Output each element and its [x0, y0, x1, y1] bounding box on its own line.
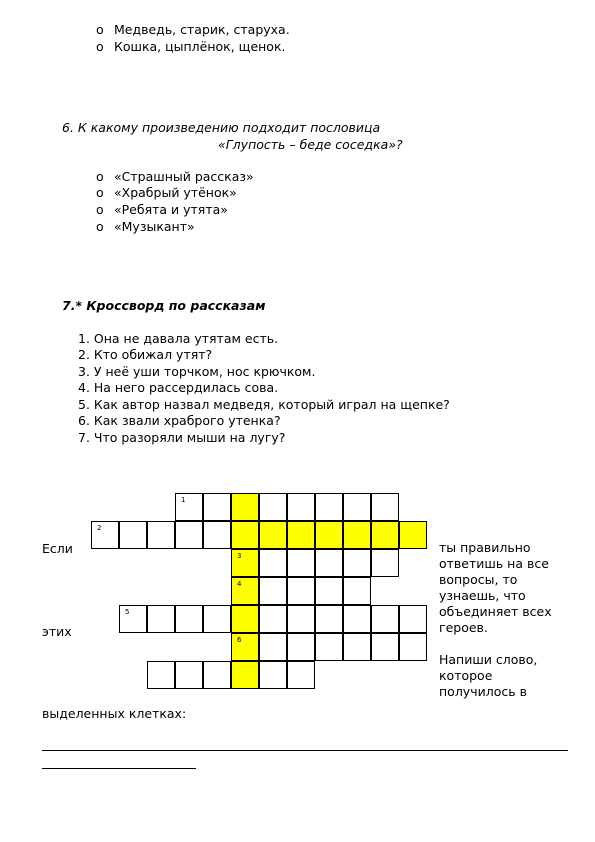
- crossword-cell[interactable]: [371, 493, 399, 521]
- list-item: [96, 22, 290, 38]
- question-6-proverb: «Глупость – беде соседка»?: [218, 137, 403, 152]
- crossword-cell[interactable]: [287, 633, 315, 661]
- crossword-clue-number: 4: [237, 580, 242, 588]
- crossword-cell[interactable]: [287, 605, 315, 633]
- instruction-bottom-text: выделенных клетках:: [42, 706, 187, 721]
- crossword-cell[interactable]: [343, 549, 371, 577]
- answer-line[interactable]: [42, 750, 568, 751]
- crossword-cell[interactable]: [175, 493, 203, 521]
- crossword-clue-number: 3: [237, 552, 242, 560]
- crossword-cell-highlighted[interactable]: [371, 521, 399, 549]
- bullet-mark: o: [96, 39, 104, 54]
- crossword-cell-highlighted[interactable]: [231, 577, 259, 605]
- crossword-cell[interactable]: [371, 605, 399, 633]
- crossword-clue-number: 1: [181, 496, 186, 504]
- crossword-cell[interactable]: [203, 521, 231, 549]
- crossword-cell[interactable]: [287, 661, 315, 689]
- option-text: Кошка, цыплёнок, щенок.: [114, 39, 286, 54]
- crossword-cell[interactable]: [399, 633, 427, 661]
- instruction-paragraph: ты правильно ответишь на все вопросы, то узнаешь, что объединяет всех героев.: [439, 540, 552, 635]
- bullet-mark: o: [96, 22, 104, 37]
- crossword-cell[interactable]: [399, 605, 427, 633]
- crossword-cell[interactable]: [119, 521, 147, 549]
- crossword-cell[interactable]: [259, 633, 287, 661]
- instruction-word-if: Если: [42, 541, 73, 556]
- clue-item: 7. Что разоряли мыши на лугу?: [78, 430, 286, 445]
- crossword-cell-highlighted[interactable]: [231, 605, 259, 633]
- crossword-cell[interactable]: [315, 577, 343, 605]
- crossword-cell[interactable]: [259, 493, 287, 521]
- crossword-cell[interactable]: [315, 493, 343, 521]
- answer-line-short[interactable]: [42, 768, 196, 769]
- crossword-cell[interactable]: [343, 633, 371, 661]
- crossword-cell[interactable]: [287, 493, 315, 521]
- crossword-cell-highlighted[interactable]: [231, 633, 259, 661]
- clue-item: 1. Она не давала утятам есть.: [78, 331, 279, 346]
- question-7-title: 7.* Кроссворд по рассказам: [62, 298, 266, 313]
- clue-item: 6. Как звали храброго утенка?: [78, 413, 281, 428]
- instruction-side-text: [439, 540, 569, 700]
- crossword-cell[interactable]: [203, 605, 231, 633]
- crossword-cell-highlighted[interactable]: [231, 493, 259, 521]
- crossword-clue-number: 2: [97, 524, 102, 532]
- crossword-cell-highlighted[interactable]: [287, 521, 315, 549]
- crossword-cell[interactable]: [371, 633, 399, 661]
- crossword-cell-highlighted[interactable]: [343, 521, 371, 549]
- question-6-title: 6. К какому произведению подходит пословица: [62, 120, 381, 135]
- crossword-cell[interactable]: [259, 577, 287, 605]
- bullet-mark: o: [96, 169, 104, 184]
- crossword-cell[interactable]: [259, 661, 287, 689]
- list-item: [96, 39, 285, 55]
- crossword-cell[interactable]: [175, 661, 203, 689]
- crossword-cell[interactable]: [91, 521, 119, 549]
- crossword-cell-highlighted[interactable]: [231, 521, 259, 549]
- clue-item: 2. Кто обижал утят?: [78, 347, 213, 362]
- crossword-cell[interactable]: [287, 549, 315, 577]
- list-item: [96, 169, 254, 185]
- list-item: [96, 202, 228, 218]
- crossword-cell[interactable]: [315, 549, 343, 577]
- crossword-cell[interactable]: [175, 521, 203, 549]
- crossword-cell[interactable]: [203, 493, 231, 521]
- crossword-cell[interactable]: [147, 521, 175, 549]
- crossword-clue-number: 5: [125, 608, 130, 616]
- crossword-cell[interactable]: [259, 605, 287, 633]
- crossword-cell[interactable]: [147, 661, 175, 689]
- crossword-cell-highlighted[interactable]: [315, 521, 343, 549]
- clue-item: 3. У неё уши торчком, нос крючком.: [78, 364, 316, 379]
- instruction-paragraph-2: Напиши слово, которое получилось в: [439, 652, 538, 699]
- clue-item: 4. На него рассердилась сова.: [78, 380, 279, 395]
- option-text: «Храбрый утёнок»: [114, 185, 237, 200]
- bullet-mark: o: [96, 202, 104, 217]
- list-item: [96, 185, 237, 201]
- option-text: «Страшный рассказ»: [114, 169, 254, 184]
- clue-item: 5. Как автор назвал медведя, который играл на щепке?: [78, 397, 450, 412]
- crossword-cell[interactable]: [371, 549, 399, 577]
- instruction-word-these: этих: [42, 624, 72, 639]
- crossword-cell[interactable]: [147, 605, 175, 633]
- bullet-mark: o: [96, 219, 104, 234]
- crossword-cell[interactable]: [175, 605, 203, 633]
- crossword-cell[interactable]: [315, 605, 343, 633]
- option-text: «Ребята и утята»: [114, 202, 228, 217]
- crossword-cell[interactable]: [343, 605, 371, 633]
- crossword-cell[interactable]: [315, 633, 343, 661]
- crossword-cell-highlighted[interactable]: [259, 521, 287, 549]
- crossword-cell[interactable]: [259, 549, 287, 577]
- option-text: Медведь, старик, старуха.: [114, 22, 290, 37]
- crossword-cell[interactable]: [343, 493, 371, 521]
- crossword-cell[interactable]: [343, 577, 371, 605]
- crossword-clue-number: 6: [237, 636, 242, 644]
- option-text: «Музыкант»: [114, 219, 195, 234]
- crossword-cell[interactable]: [203, 661, 231, 689]
- crossword-cell-highlighted[interactable]: [231, 549, 259, 577]
- list-item: [96, 219, 195, 235]
- crossword-cell[interactable]: [119, 605, 147, 633]
- crossword-cell[interactable]: [287, 577, 315, 605]
- crossword-cell-highlighted[interactable]: [231, 661, 259, 689]
- crossword-cell-highlighted[interactable]: [399, 521, 427, 549]
- bullet-mark: o: [96, 185, 104, 200]
